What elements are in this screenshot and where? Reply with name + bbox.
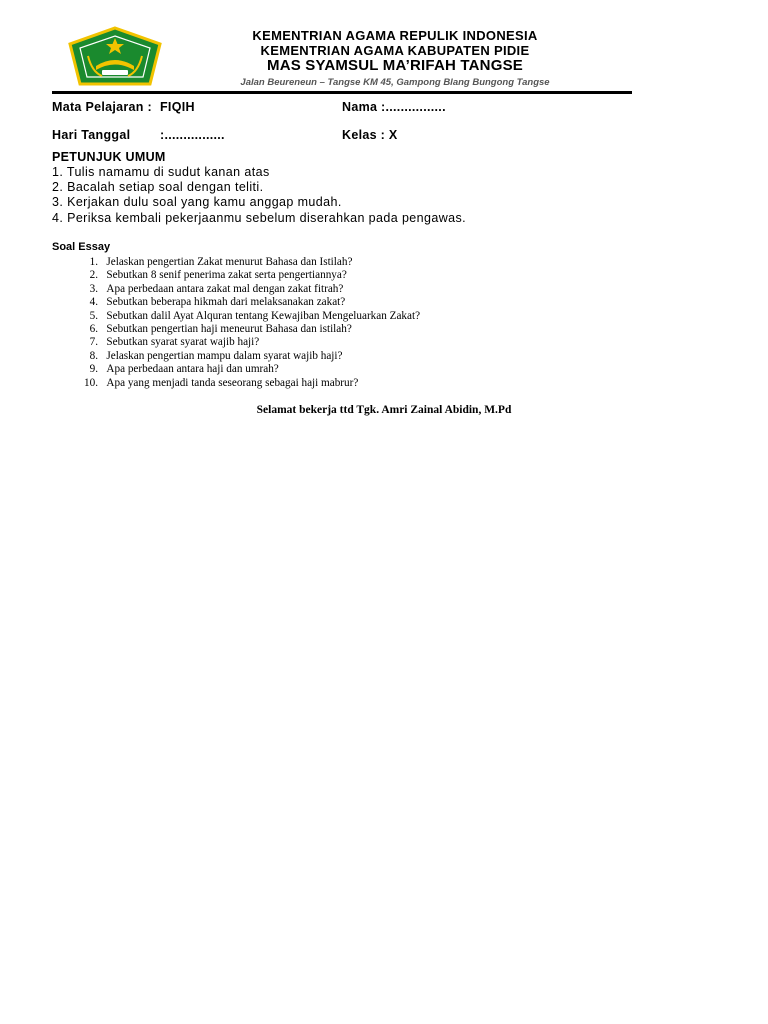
date-value: :................ (160, 128, 225, 142)
essay-question-list (70, 256, 420, 390)
question-item (70, 296, 420, 309)
question-number: 7. (89, 336, 98, 349)
header-divider (52, 91, 632, 94)
question-text: Jelaskan pengertian Zakat menurut Bahasa dan Istilah? (106, 256, 353, 268)
question-number: 2. (89, 269, 98, 282)
school-address: Jalan Beureneun – Tangse KM 45, Gampong Blang Bungong Tangse (240, 77, 550, 88)
ministry-title: KEMENTRIAN AGAMA REPULIK INDONESIA (252, 28, 538, 43)
date-label: Hari Tanggal (52, 128, 131, 142)
closing-signature: Selamat bekerja ttd Tgk. Amri Zainal Abidin, M.Pd (256, 404, 512, 416)
question-number: 1. (89, 256, 98, 268)
subject-value: FIQIH (160, 100, 195, 114)
question-text: Sebutkan dalil Ayat Alquran tentang Kewajiban Mengeluarkan Zakat? (106, 309, 421, 322)
question-number: 9. (89, 363, 98, 376)
question-text: Jelaskan pengertian mampu dalam syarat wajib haji? (106, 349, 343, 362)
instruction-item: 4. Periksa kembali pekerjaanmu sebelum diserahkan pada pengawas. (52, 210, 467, 225)
question-text: Sebutkan 8 senif penerima zakat serta pengertiannya? (106, 269, 347, 282)
question-number: 3. (89, 282, 98, 295)
question-item (70, 323, 420, 336)
question-item (70, 363, 420, 376)
question-text: Sebutkan syarat syarat wajib haji? (106, 336, 260, 349)
question-item (70, 269, 420, 282)
question-number: 10. (84, 376, 98, 389)
essay-section-title: Soal Essay (52, 241, 111, 253)
question-item (70, 256, 420, 269)
question-text: Apa yang menjadi tanda seseorang sebagai haji mabrur? (106, 376, 359, 389)
question-item (70, 336, 420, 349)
question-number: 8. (89, 349, 98, 362)
question-item (70, 283, 420, 296)
question-number: 5. (89, 309, 98, 322)
question-item (70, 350, 420, 363)
question-number: 4. (89, 296, 98, 309)
class-field: Kelas : X (342, 128, 398, 142)
school-name: MAS SYAMSUL MA’RIFAH TANGSE (267, 57, 523, 74)
name-field: Nama :................ (342, 100, 446, 114)
general-instructions-title: PETUNJUK UMUM (52, 150, 166, 164)
question-item (70, 377, 420, 390)
question-text: Sebutkan beberapa hikmah dari melaksanakan zakat? (106, 296, 346, 309)
date-field (52, 128, 225, 142)
instruction-item: 2. Bacalah setiap soal dengan teliti. (52, 180, 264, 195)
question-number: 6. (89, 323, 98, 336)
kemenag-emblem-icon (66, 26, 164, 88)
subject-field (52, 100, 195, 114)
subject-label: Mata Pelajaran : (52, 100, 152, 114)
instruction-item: 1. Tulis namamu di sudut kanan atas (52, 165, 270, 179)
general-instructions-list (52, 165, 466, 226)
district-office-title: KEMENTRIAN AGAMA KABUPATEN PIDIE (260, 43, 530, 58)
question-text: Apa perbedaan antara zakat mal dengan zakat fitrah? (106, 282, 344, 295)
question-item (70, 310, 420, 323)
question-text: Sebutkan pengertian haji meneurut Bahasa dan istilah? (106, 323, 352, 336)
question-text: Apa perbedaan antara haji dan umrah? (106, 363, 279, 376)
instruction-item: 3. Kerjakan dulu soal yang kamu anggap mudah. (52, 195, 342, 210)
